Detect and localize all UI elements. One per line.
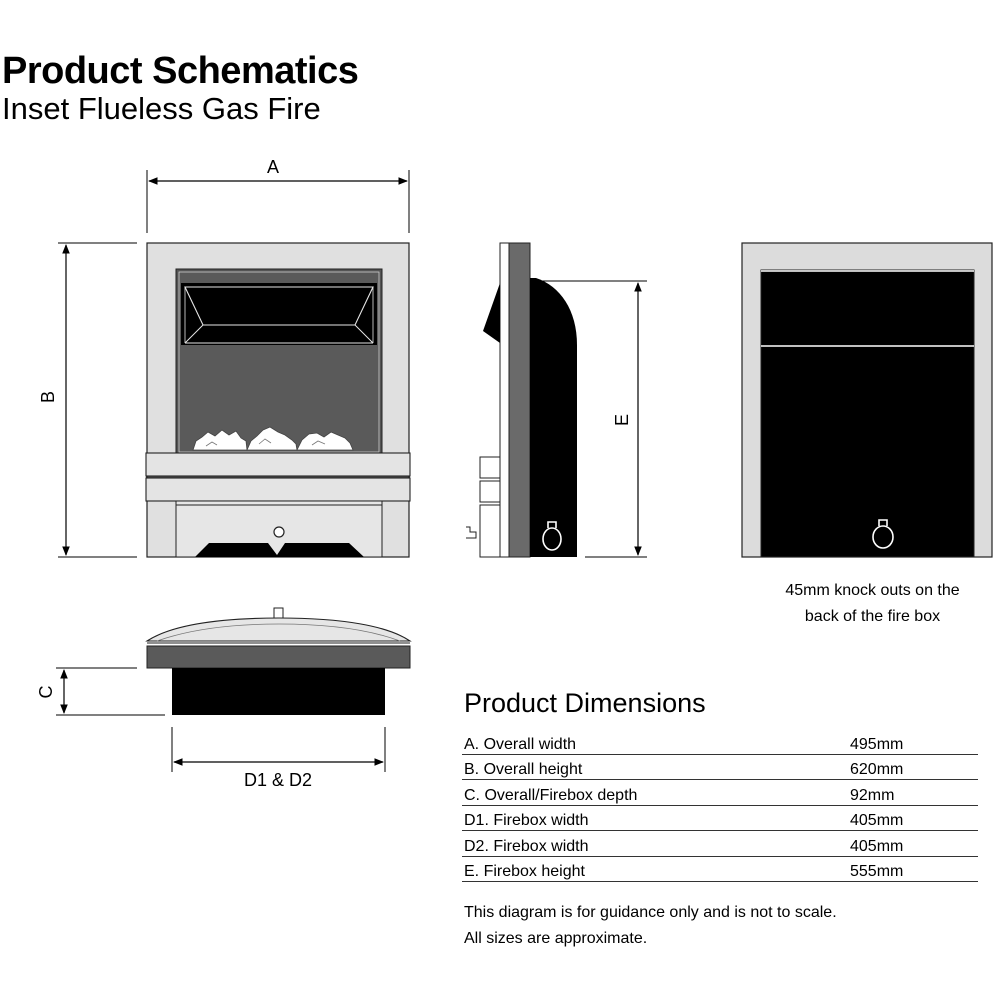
- dimension-value: 92mm: [848, 780, 978, 806]
- dimension-name: E. Firebox height: [462, 856, 848, 882]
- dimension-value: 405mm: [848, 805, 978, 831]
- dimension-value: 495mm: [848, 729, 978, 754]
- top-view: [36, 608, 410, 790]
- page-subtitle: Inset Flueless Gas Fire: [2, 91, 321, 126]
- dimension-value: 405mm: [848, 831, 978, 857]
- dimension-name: D2. Firebox width: [462, 831, 848, 857]
- table-row: [462, 729, 978, 754]
- dimension-value: 555mm: [848, 856, 978, 882]
- dimension-d-label: D1 & D2: [243, 770, 313, 790]
- dimension-name: C. Overall/Firebox depth: [462, 780, 848, 806]
- side-view: [466, 243, 647, 557]
- dimensions-heading: Product Dimensions: [464, 688, 706, 718]
- dimension-e-label: E: [612, 413, 632, 427]
- table-row: [462, 805, 978, 831]
- disclaimer: [464, 900, 837, 952]
- back-view: [742, 243, 992, 557]
- control-knob: [274, 527, 284, 537]
- dimension-name: B. Overall height: [462, 754, 848, 780]
- front-view: [38, 157, 410, 557]
- knockout-note: [750, 578, 995, 630]
- dimension-c-label: C: [36, 685, 56, 699]
- dimension-value: 620mm: [848, 754, 978, 780]
- knockout-note-line1: 45mm knock outs on the: [785, 582, 960, 599]
- table-row: [462, 780, 978, 806]
- knockout-icon: [873, 526, 893, 548]
- disclaimer-line2: All sizes are approximate.: [464, 930, 648, 947]
- disclaimer-line1: This diagram is for guidance only and is not to scale.: [464, 904, 837, 921]
- dimension-b-label: B: [38, 390, 58, 404]
- table-row: [462, 754, 978, 780]
- dimension-a-label: A: [266, 157, 280, 177]
- table-row: [462, 831, 978, 857]
- dimensions-table: [462, 729, 978, 882]
- dimension-name: A. Overall width: [462, 729, 848, 754]
- dimension-name: D1. Firebox width: [462, 805, 848, 831]
- page-title: Product Schematics: [2, 50, 359, 92]
- table-row: [462, 856, 978, 882]
- knockout-note-line2: back of the fire box: [804, 608, 941, 625]
